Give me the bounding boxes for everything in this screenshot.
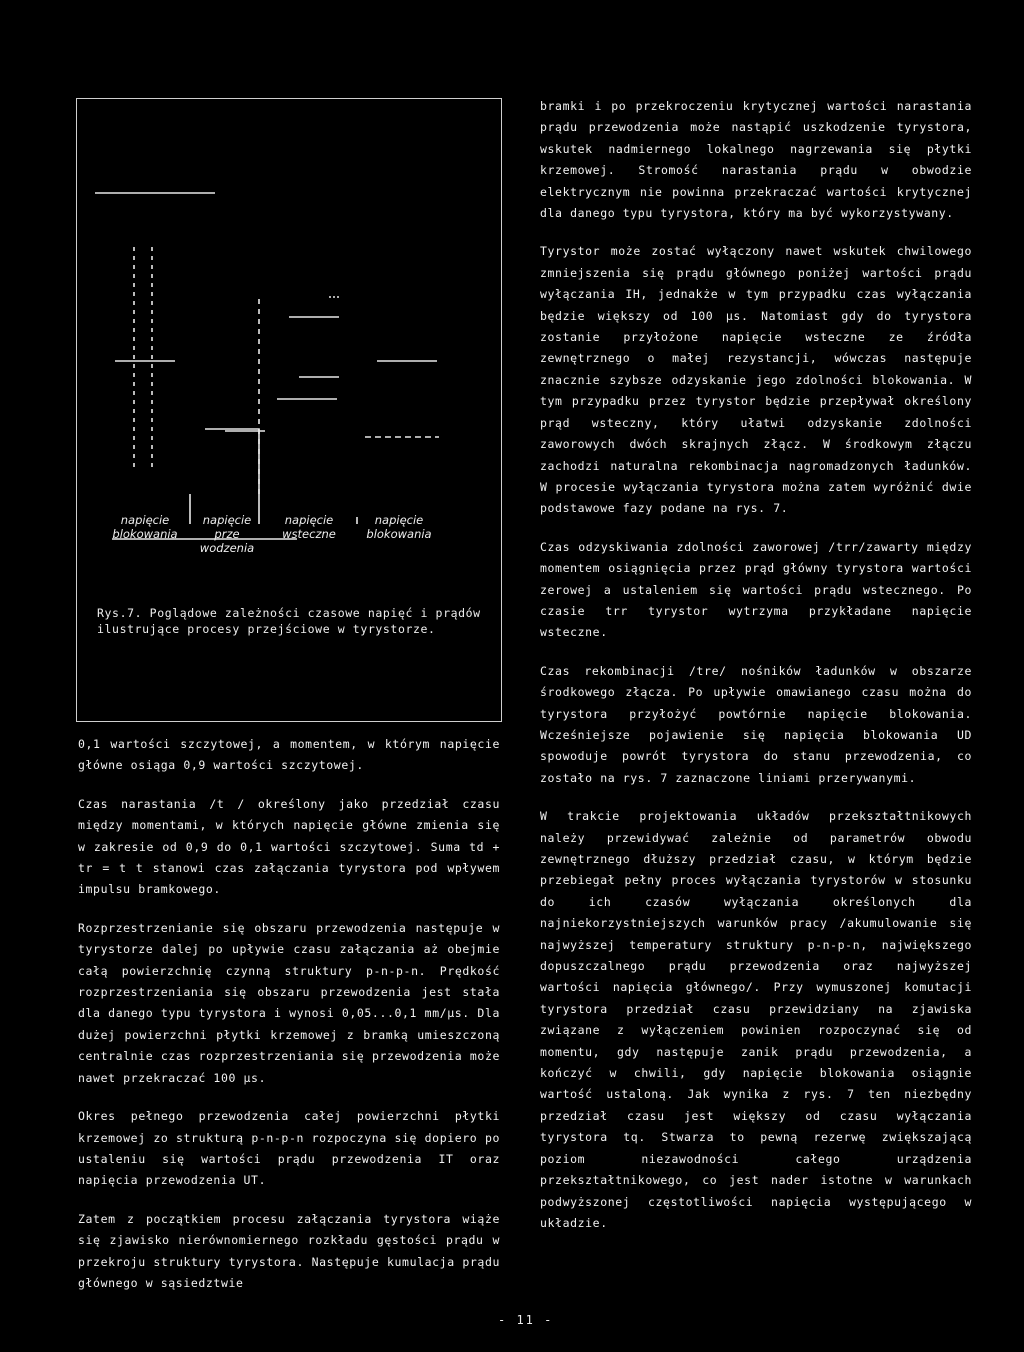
paragraph: Czas rekombinacji /tre/ nośników ładunków w obszarze środkowego złącza. Po upływie omawianego czasu można do tyrystora przyłożyć powtórnie napięcie blokowania. Wcześniejsze pojawienie się napięcia blokowania UD spowoduje powrót tyrystora do stanu przewodzenia, co zostało na rys. 7 zaznaczone liniami przerywanymi. (540, 663, 972, 785)
right-text-column (540, 96, 972, 1251)
figure-7 (76, 98, 502, 722)
segment-label-3 (273, 513, 345, 541)
segment-4-line1: napięcie (374, 513, 424, 527)
paragraph: Zatem z początkiem procesu załączania tyrystora wiąże się zjawisko nierównomiernego rozkładu gęstości prądu w przekroju struktury tyrystora. Następuje kumulacja prądu głównego w sąsiedztwie (78, 1211, 500, 1290)
segment-label-1 (105, 513, 185, 541)
left-text-column (78, 734, 500, 1311)
segment-label-4 (359, 513, 439, 541)
segment-3-line2: wsteczne (282, 527, 336, 541)
figure-caption: Rys.7. Poglądowe zależności czasowe napięć i prądów ilustrujące procesy przejściowe w tyrystorze. (97, 606, 481, 636)
voltage-transition (205, 429, 259, 494)
segment-1-line2: blokowania (112, 527, 178, 541)
paragraph: Rozprzestrzenianie się obszaru przewodzenia następuje w tyrystorze dalej po upływie czasu załączania aż obejmie całą powierzchnię czynną struktury p-n-p-n. Prędkość rozprzestrzeniania się obszaru przewodzenia jest stała dla danego typu tyrystora i wynosi 0,05...0,1 mm/μs. Dla dużej powierzchni płytki krzemowej z bramką umieszczoną centralnie czas rozprzestrzeniania się przewodzenia może nawet przekraczać 100 μs. (78, 920, 500, 1085)
paragraph: 0,1 wartości szczytowej, a momentem, w którym napięcie główne osiąga 0,9 wartości szczytowej. (78, 737, 500, 773)
paragraph: Tyrystor może zostać wyłączony nawet wskutek chwilowego zmniejszenia się prądu głównego poniżej wartości prądu wyłączania IH, jednakże w tym przypadku czas wyłączania będzie większy od 100 μs. Natomiast gdy do tyrystora zostanie przyłożone napięcie wsteczne ze źródła zewnętrznego o małej rezystancji, wówczas następuje znacznie szybsze odzyskanie jego zdolności blokowania. W tym przypadku przez tyrystor będzie przepływał określony prąd wsteczny, który ułatwi odzyskanie zdolności zaworowych dwóch skrajnych złącz. W środkowym złączu zachodzi naturalna rekombinacja nagromadzonych ładunków. W procesie wyłączania tyrystora można zatem wyróżnić dwie podstawowe fazy podane na rys. 7. (540, 244, 972, 516)
paragraph: Czas narastania /t / określony jako przedział czasu między momentami, w których napięcie główne zmienia się w zakresie od 0,9 do 0,1 wartości szczytowej. Suma td + tr = t t stanowi czas załączania tyrystora pod wpływem impulsu bramkowego. (78, 796, 500, 897)
segment-2-line3: wodzenia (199, 541, 255, 555)
segment-2-line2: prze (214, 527, 240, 541)
segment-label-2 (189, 513, 265, 555)
page-number: - 11 - (498, 1313, 554, 1327)
segment-2-line1: napięcie (202, 513, 252, 527)
paragraph: Okres pełnego przewodzenia całej powierzchni płytki krzemowej zo strukturą p-n-p-n rozpoczyna się dopiero po ustaleniu się wartości prądu przewodzenia IT oraz napięcia przewodzenia UT. (78, 1109, 500, 1188)
segment-4-line2: blokowania (366, 527, 432, 541)
paragraph: bramki i po przekroczeniu krytycznej wartości narastania prądu przewodzenia może nastąpić uszkodzenie tyrystora, wskutek nadmiernego lokalnego nagrzewania się płytki krzemowej. Stromość narastania prądu w obwodzie elektrycznym nie powinna przekraczać wartości krytycznej dla danego typu tyrystora, który ma być wykorzystywany. (540, 99, 972, 221)
paragraph: W trakcie projektowania układów przekształtnikowych należy przewidywać zależnie od parametrów obwodu zewnętrznego dłuższy przedział czasu, w którym będzie przebiegał pełny proces wyłączania tyrystorów w stosunku do ich czasów wyłączania określonych dla najniekorzystniejszych warunków pracy /akumulowanie się najwyższej temperatury struktury p-n-p-n, największego dopuszczalnego prądu przewodzenia oraz najwyższej wartości napięcia głównego/. Przy wymuszonej komutacji tyrystora przedział czasu przewidziany na zjawiska związane z wyłączeniem powinien rozpoczynać się od momentu, gdy następuje zanik prądu przewodzenia, a kończyć w chwili, gdy napięcie blokowania osiągnie wartość ustaloną. Jak wynika z rys. 7 ten niezbędny przedział czasu jest większy od czasu wyłączania tyrystora tq. Stwarza to pewną rezerwę zwiększającą poziom niezawodności całego urządzenia przekształtnikowego, co jest nader istotne w warunkach podwyższonej częstotliwości napięcia występującego w układzie. (540, 809, 972, 1230)
paragraph: Czas odzyskiwania zdolności zaworowej /trr/zawarty między momentem osiągnięcia przez prąd główny tyrystora wartości zerowej a ustaleniem się wartości prądu wstecznego. Po czasie trr tyrystor wytrzyma przykładane napięcie wsteczne. (540, 539, 972, 640)
segment-1-line1: napięcie (120, 513, 170, 527)
segment-3-line1: napięcie (284, 513, 334, 527)
